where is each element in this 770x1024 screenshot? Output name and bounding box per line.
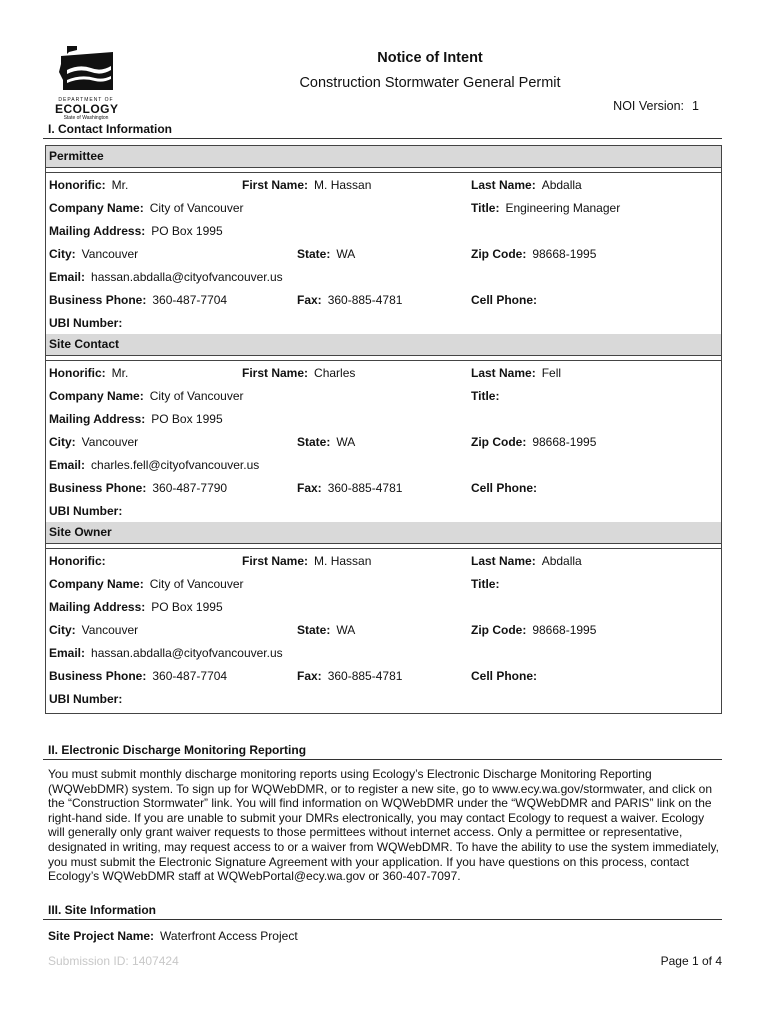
field-value: Vancouver	[81, 435, 139, 449]
field-label: Zip Code:	[471, 623, 527, 637]
site-project-label: Site Project Name:	[48, 929, 155, 943]
field-value: 360-885-4781	[327, 481, 403, 495]
field-label: Email:	[49, 270, 86, 284]
contact-row	[46, 664, 721, 687]
field-label: Cell Phone:	[471, 481, 538, 495]
field-label: Fax:	[297, 481, 322, 495]
field-fax	[297, 293, 402, 307]
field-label: City:	[49, 435, 76, 449]
field-value: 98668-1995	[532, 247, 597, 261]
field-cell	[471, 481, 543, 495]
field-label: First Name:	[242, 178, 309, 192]
field-company	[49, 201, 244, 215]
noi-version	[613, 99, 699, 113]
field-value: City of Vancouver	[149, 201, 244, 215]
field-value: WA	[336, 623, 356, 637]
field-label: State:	[297, 435, 331, 449]
field-honorific	[49, 554, 112, 568]
field-label: Title:	[471, 389, 500, 403]
site-project-value: Waterfront Access Project	[160, 929, 298, 943]
contact-row	[46, 618, 721, 641]
field-label: Title:	[471, 577, 500, 591]
contact-row	[46, 361, 721, 384]
page-title: Notice of Intent	[377, 50, 483, 66]
field-value: hassan.abdalla@cityofvancouver.us	[91, 270, 283, 284]
noi-version-label: NOI Version:	[613, 99, 685, 113]
contact-row	[46, 219, 721, 242]
field-value: WA	[336, 435, 356, 449]
contact-row	[46, 242, 721, 265]
field-label: Zip Code:	[471, 247, 527, 261]
field-label: First Name:	[242, 554, 309, 568]
field-zip	[471, 247, 596, 261]
field-city	[49, 623, 138, 637]
field-business-phone	[49, 481, 227, 495]
field-value: WA	[336, 247, 356, 261]
section-rule	[43, 138, 722, 139]
contact-band-2: Site Owner	[46, 522, 721, 544]
logo-top-text: DEPARTMENT OF	[58, 97, 114, 103]
field-last-name	[471, 178, 582, 192]
field-label: Last Name:	[471, 554, 536, 568]
contact-row	[46, 173, 721, 196]
page-number: Page 1 of 4	[660, 954, 722, 968]
field-label: Fax:	[297, 293, 322, 307]
field-city	[49, 247, 138, 261]
contact-band-0: Permittee	[46, 146, 721, 168]
field-value: Abdalla	[541, 554, 582, 568]
field-value: 98668-1995	[532, 623, 597, 637]
field-label: Last Name:	[471, 178, 536, 192]
field-mailing	[49, 224, 223, 238]
field-business-phone	[49, 293, 227, 307]
field-fax	[297, 481, 402, 495]
dmr-instructions: You must submit monthly discharge monitoring reports using Ecology’s Electronic Discharge Monitoring Reporting (WQWebDMR) system. To sign up for WQWebDMR, or to register a new site, go to www.ecy.wa.gov/stormwater, and click on the “Construction Stormwater” link. You will find information on WQWebDMR under the “WQWebDMR and PARIS” link on the right-hand side. If you are unable to submit your DMRs electronically, you may contact Ecology to request a waiver. Ecology will generally only grant waiver requests to those permittees without internet access. Only a permittee or representative, designated in writing, may request access to or a waiver from WQWebDMR. To have the ability to use the system immediately, you must submit the Electronic Signature Agreement with your application. If you have questions on this process, contact Ecology’s WQWebDMR staff at WQWebPortal@ecy.wa.gov or 360-407-7097.	[48, 767, 719, 884]
field-value: 98668-1995	[532, 435, 597, 449]
contact-row	[46, 476, 721, 499]
field-label: Company Name:	[49, 389, 144, 403]
field-label: Email:	[49, 458, 86, 472]
field-label: Honorific:	[49, 178, 106, 192]
field-fax	[297, 669, 402, 683]
field-label: State:	[297, 247, 331, 261]
field-value: Charles	[314, 366, 356, 380]
field-value: Abdalla	[541, 178, 582, 192]
field-state	[297, 247, 355, 261]
field-first-name	[242, 366, 355, 380]
field-email	[49, 458, 259, 472]
field-company	[49, 389, 244, 403]
page-subtitle: Construction Stormwater General Permit	[299, 75, 561, 91]
field-label: Title:	[471, 201, 500, 215]
field-first-name	[242, 178, 371, 192]
field-value: Fell	[541, 366, 562, 380]
field-state	[297, 435, 355, 449]
section-contact-heading: I. Contact Information	[48, 122, 172, 136]
field-value: 360-487-7704	[152, 293, 228, 307]
field-company	[49, 577, 244, 591]
field-value: 360-885-4781	[327, 293, 403, 307]
field-value: M. Hassan	[314, 554, 372, 568]
field-label: Last Name:	[471, 366, 536, 380]
contact-row	[46, 595, 721, 618]
logo-sub-text: State of Washington	[63, 115, 109, 121]
contact-row	[46, 407, 721, 430]
field-mailing	[49, 600, 223, 614]
contact-row	[46, 265, 721, 288]
logo-main-text: ECOLOGY	[55, 102, 119, 116]
noi-version-value: 1	[692, 99, 699, 113]
contact-row	[46, 311, 721, 334]
section-site-heading: III. Site Information	[48, 903, 157, 917]
field-zip	[471, 435, 596, 449]
field-label: Honorific:	[49, 554, 106, 568]
field-label: Fax:	[297, 669, 322, 683]
field-label: State:	[297, 623, 331, 637]
field-label: Honorific:	[49, 366, 106, 380]
field-honorific	[49, 178, 128, 192]
field-value: Vancouver	[81, 247, 139, 261]
contact-row	[46, 453, 721, 476]
contact-row	[46, 572, 721, 595]
field-title	[471, 577, 505, 591]
field-mailing	[49, 412, 223, 426]
field-ubi	[49, 316, 128, 330]
field-label: Cell Phone:	[471, 293, 538, 307]
contact-band-1: Site Contact	[46, 334, 721, 356]
field-label: Business Phone:	[49, 481, 147, 495]
field-zip	[471, 623, 596, 637]
field-honorific	[49, 366, 128, 380]
contact-information-box	[45, 145, 722, 714]
field-city	[49, 435, 138, 449]
field-value: PO Box 1995	[151, 600, 223, 614]
field-label: City:	[49, 247, 76, 261]
field-label: Business Phone:	[49, 669, 147, 683]
field-last-name	[471, 366, 561, 380]
contact-row	[46, 196, 721, 219]
field-label: UBI Number:	[49, 316, 123, 330]
field-ubi	[49, 692, 128, 706]
field-label: Zip Code:	[471, 435, 527, 449]
field-label: Company Name:	[49, 201, 144, 215]
submission-id: Submission ID: 1407424	[48, 954, 179, 968]
field-value: 360-885-4781	[327, 669, 403, 683]
contact-row	[46, 430, 721, 453]
contact-row	[46, 641, 721, 664]
contact-row	[46, 549, 721, 572]
field-ubi	[49, 504, 128, 518]
contact-row	[46, 499, 721, 522]
contact-row	[46, 687, 721, 710]
field-cell	[471, 669, 543, 683]
field-value: hassan.abdalla@cityofvancouver.us	[91, 646, 283, 660]
field-label: Mailing Address:	[49, 412, 146, 426]
field-email	[49, 270, 283, 284]
contact-row	[46, 288, 721, 311]
contact-row	[46, 384, 721, 407]
field-value: Mr.	[111, 366, 129, 380]
field-value: 360-487-7704	[152, 669, 228, 683]
field-label: Email:	[49, 646, 86, 660]
field-value: Mr.	[111, 178, 129, 192]
field-label: City:	[49, 623, 76, 637]
field-last-name	[471, 554, 582, 568]
field-label: UBI Number:	[49, 692, 123, 706]
field-title	[471, 389, 505, 403]
field-value: PO Box 1995	[151, 224, 223, 238]
field-value: City of Vancouver	[149, 389, 244, 403]
field-value: charles.fell@cityofvancouver.us	[91, 458, 260, 472]
field-value: City of Vancouver	[149, 577, 244, 591]
field-label: UBI Number:	[49, 504, 123, 518]
field-label: Company Name:	[49, 577, 144, 591]
field-value: 360-487-7790	[152, 481, 228, 495]
field-value: Vancouver	[81, 623, 139, 637]
field-label: Cell Phone:	[471, 669, 538, 683]
field-value: Engineering Manager	[505, 201, 621, 215]
field-email	[49, 646, 283, 660]
field-title	[471, 201, 620, 215]
section-dmr-heading: II. Electronic Discharge Monitoring Reporting	[48, 743, 307, 757]
field-cell	[471, 293, 543, 307]
field-value: M. Hassan	[314, 178, 372, 192]
field-state	[297, 623, 355, 637]
section-rule	[43, 919, 722, 920]
field-business-phone	[49, 669, 227, 683]
field-label: Mailing Address:	[49, 224, 146, 238]
box-padding	[46, 710, 721, 713]
section-rule	[43, 759, 722, 760]
site-project-name	[48, 929, 298, 943]
field-first-name	[242, 554, 371, 568]
field-label: Business Phone:	[49, 293, 147, 307]
field-value: PO Box 1995	[151, 412, 223, 426]
field-label: First Name:	[242, 366, 309, 380]
field-label: Mailing Address:	[49, 600, 146, 614]
